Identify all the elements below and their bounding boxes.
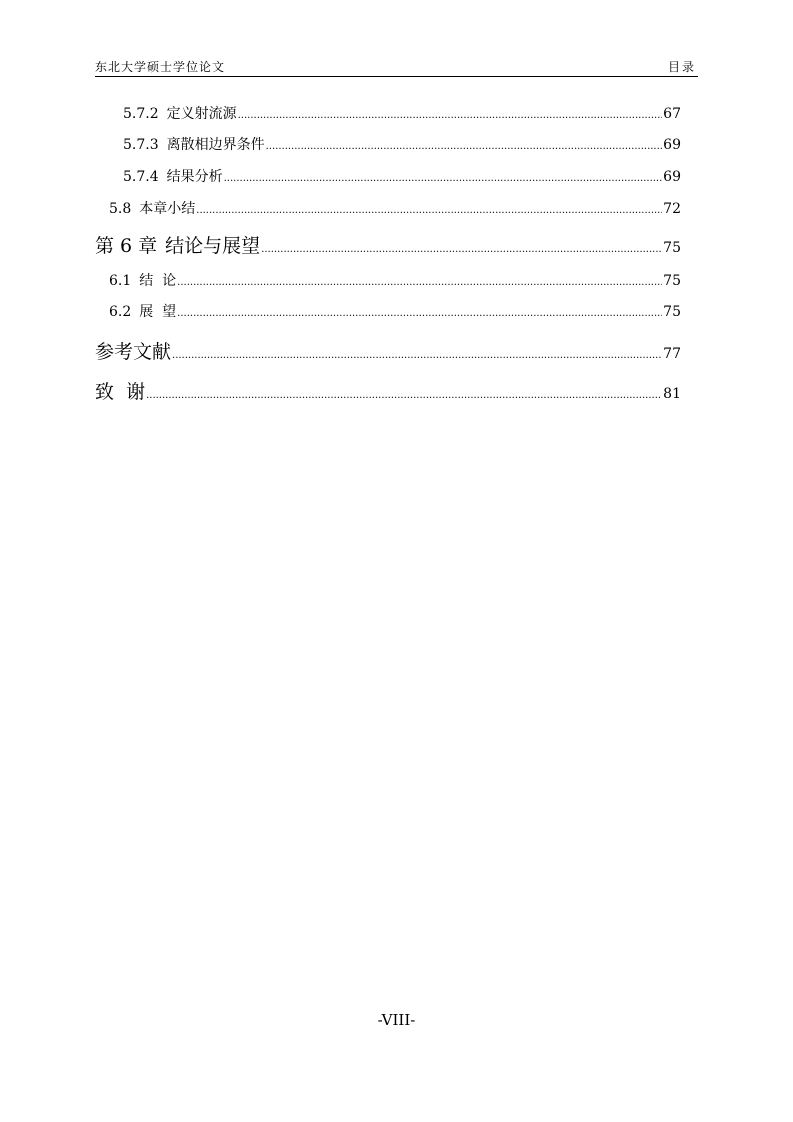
toc-entry-title: 致 谢 — [95, 381, 146, 403]
toc-entry-title: 5.7.4 结果分析 — [123, 169, 223, 185]
toc-entry-6-1[interactable] — [109, 270, 681, 290]
toc-page-number: 75 — [663, 273, 681, 289]
section-name: 目录 — [667, 60, 696, 74]
toc-leader-dots — [172, 351, 662, 361]
page-header — [95, 56, 698, 77]
toc-page-number: 67 — [663, 106, 681, 122]
toc-leader-dots — [224, 174, 663, 184]
toc-leader-dots — [238, 111, 663, 121]
toc-entry-5-8[interactable] — [109, 198, 681, 218]
toc-entry-5-7-3[interactable] — [123, 134, 681, 154]
page-number-footer: -VIII- — [377, 1011, 416, 1029]
toc-entry-references[interactable] — [95, 337, 681, 364]
toc-entry-title: 5.8 本章小结 — [109, 201, 196, 217]
toc-entry-5-7-2[interactable] — [123, 103, 681, 123]
toc-page-number: 69 — [663, 137, 681, 153]
toc-leader-dots — [146, 391, 662, 401]
toc-entry-title: 6.1 结 论 — [109, 273, 177, 289]
toc-page-number: 72 — [663, 201, 681, 217]
toc-page-number: 77 — [663, 346, 681, 362]
toc-leader-dots — [266, 142, 663, 152]
toc-entry-title: 5.7.2 定义射流源 — [123, 106, 237, 122]
toc-entry-title: 6.2 展 望 — [109, 304, 177, 320]
toc-leader-dots — [177, 278, 662, 288]
toc-entry-acknowledgements[interactable] — [95, 377, 681, 404]
toc-entry-title: 参考文献 — [95, 341, 172, 363]
toc-leader-dots — [261, 245, 662, 255]
toc-leader-dots — [196, 206, 662, 216]
toc-entry-5-7-4[interactable] — [123, 166, 681, 186]
toc-entry-chapter-6[interactable] — [95, 231, 681, 258]
toc-entry-title: 5.7.3 离散相边界条件 — [123, 137, 265, 153]
toc-leader-dots — [177, 309, 662, 319]
toc-page-number: 69 — [663, 169, 681, 185]
toc-entry-title: 第 6 章 结论与展望 — [95, 235, 261, 257]
toc-page-number: 75 — [663, 304, 681, 320]
thesis-title: 东北大学硕士学位论文 — [95, 60, 226, 74]
toc-page-number: 75 — [663, 240, 681, 256]
toc-page-number: 81 — [663, 386, 681, 402]
toc-entry-6-2[interactable] — [109, 301, 681, 321]
